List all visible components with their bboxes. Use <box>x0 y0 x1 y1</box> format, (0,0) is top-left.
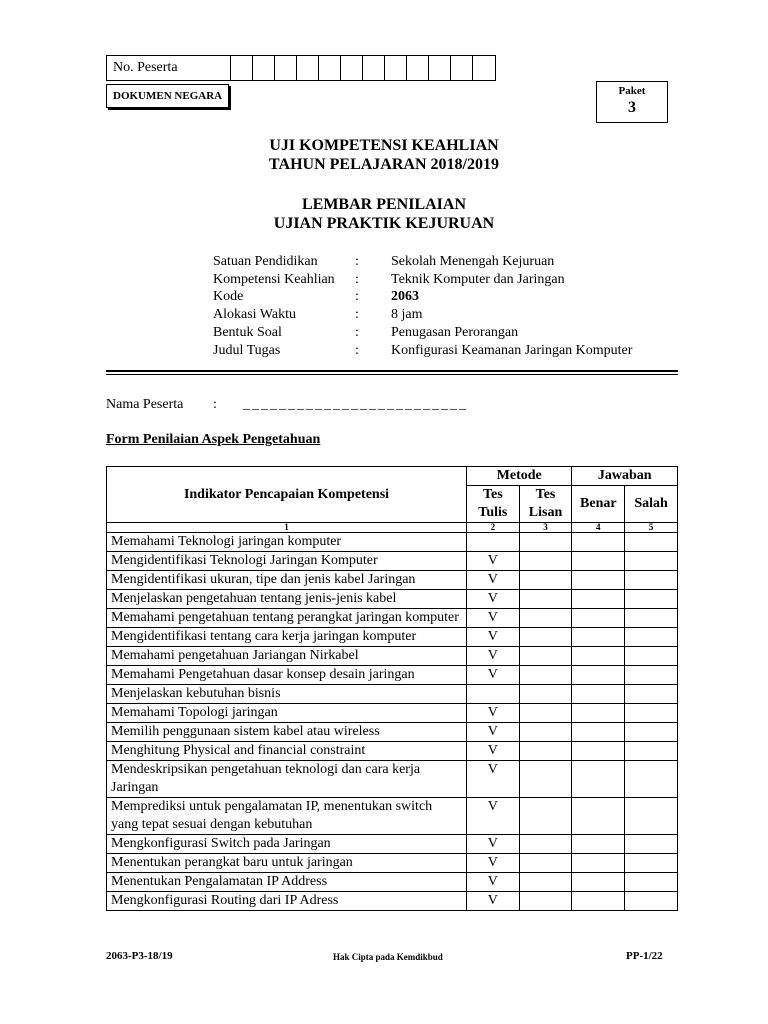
indikator-cell: Menentukan Pengalamatan IP Address <box>107 873 467 892</box>
indikator-cell: Memahami Pengetahuan dasar konsep desain jaringan <box>107 666 467 685</box>
info-value: 2063 <box>391 289 419 304</box>
salah-cell[interactable] <box>625 742 678 761</box>
no-peserta-cell[interactable] <box>429 56 451 80</box>
benar-cell[interactable] <box>572 552 625 571</box>
tes-tulis-cell[interactable]: V <box>467 742 520 761</box>
no-peserta-box <box>106 55 496 81</box>
table-row <box>107 552 678 571</box>
benar-header: Benar <box>572 486 625 523</box>
no-peserta-cell[interactable] <box>231 56 253 80</box>
benar-cell[interactable] <box>572 873 625 892</box>
no-peserta-label: No. Peserta <box>107 56 231 80</box>
tes-lisan-cell[interactable] <box>519 835 572 854</box>
dokumen-negara-label: DOKUMEN NEGARA <box>106 84 229 108</box>
table-row <box>107 609 678 628</box>
indikator-header: Indikator Pencapaian Kompetensi <box>107 467 467 523</box>
assessment-table-body <box>107 523 678 911</box>
no-peserta-cell[interactable] <box>407 56 429 80</box>
salah-cell[interactable] <box>625 666 678 685</box>
no-peserta-cell[interactable] <box>297 56 319 80</box>
tes-lisan-cell[interactable] <box>519 609 572 628</box>
tes-tulis-cell[interactable]: V <box>467 609 520 628</box>
benar-cell[interactable] <box>572 798 625 835</box>
tes-lisan-cell[interactable] <box>519 723 572 742</box>
table-row <box>107 666 678 685</box>
benar-cell[interactable] <box>572 628 625 647</box>
paket-box <box>596 81 668 123</box>
indikator-cell: Mengidentifikasi Teknologi Jaringan Komputer <box>107 552 467 571</box>
nama-peserta-colon: : <box>213 397 217 412</box>
table-row <box>107 742 678 761</box>
table-row <box>107 798 678 835</box>
benar-cell[interactable] <box>572 533 625 552</box>
salah-cell[interactable] <box>625 590 678 609</box>
divider <box>106 370 678 372</box>
indikator-cell: Menentukan perangkat baru untuk jaringan <box>107 854 467 873</box>
tes-lisan-cell[interactable] <box>519 873 572 892</box>
table-row <box>107 571 678 590</box>
table-row <box>107 685 678 704</box>
tes-tulis-cell[interactable]: V <box>467 892 520 911</box>
paket-number: 3 <box>628 99 636 116</box>
table-row <box>107 835 678 854</box>
indikator-cell: Memahami pengetahuan tentang perangkat jaringan komputer <box>107 609 467 628</box>
no-peserta-cell[interactable] <box>363 56 385 80</box>
salah-cell[interactable] <box>625 628 678 647</box>
tes-lisan-cell[interactable] <box>519 666 572 685</box>
metode-header: Metode <box>467 467 572 486</box>
indikator-cell: Menjelaskan pengetahuan tentang jenis-jenis kabel <box>107 590 467 609</box>
footer-page: PP-1/22 <box>626 950 663 962</box>
tes-lisan-cell[interactable] <box>519 533 572 552</box>
tes-lisan-cell[interactable] <box>519 854 572 873</box>
footer-code: 2063-P3-18/19 <box>106 950 173 962</box>
info-colon: : <box>355 307 359 322</box>
benar-cell[interactable] <box>572 892 625 911</box>
benar-cell[interactable] <box>572 590 625 609</box>
table-row <box>107 628 678 647</box>
tes-tulis-cell[interactable]: V <box>467 854 520 873</box>
benar-cell[interactable] <box>572 647 625 666</box>
tes-tulis-cell[interactable]: V <box>467 590 520 609</box>
indikator-cell: Memilih penggunaan sistem kabel atau wireless <box>107 723 467 742</box>
info-colon: : <box>355 325 359 340</box>
tes-lisan-cell[interactable] <box>519 892 572 911</box>
indikator-cell: Mengidentifikasi ukuran, tipe dan jenis kabel Jaringan <box>107 571 467 590</box>
column-number-row <box>107 523 678 533</box>
no-peserta-cell[interactable] <box>473 56 495 80</box>
column-number: 4 <box>572 523 625 533</box>
salah-cell[interactable] <box>625 647 678 666</box>
table-row <box>107 704 678 723</box>
table-row <box>107 723 678 742</box>
benar-cell[interactable] <box>572 854 625 873</box>
title-line-1: UJI KOMPETENSI KEAHLIAN <box>269 137 499 154</box>
info-colon: : <box>355 272 359 287</box>
benar-cell[interactable] <box>572 723 625 742</box>
title-line-3: LEMBAR PENILAIAN <box>301 196 466 213</box>
column-number: 2 <box>467 523 520 533</box>
benar-cell[interactable] <box>572 666 625 685</box>
salah-cell[interactable] <box>625 533 678 552</box>
salah-cell[interactable] <box>625 798 678 835</box>
info-value: Sekolah Menengah Kejuruan <box>391 254 555 269</box>
paket-label: Paket <box>618 85 646 97</box>
indikator-cell: Menjelaskan kebutuhan bisnis <box>107 685 467 704</box>
column-number: 3 <box>519 523 572 533</box>
indikator-cell: Memahami Teknologi jaringan komputer <box>107 533 467 552</box>
salah-cell[interactable] <box>625 704 678 723</box>
tes-tulis-cell[interactable]: V <box>467 761 520 798</box>
nama-peserta-label: Nama Peserta <box>106 397 184 412</box>
jawaban-header: Jawaban <box>572 467 678 486</box>
indikator-cell: Mengkonfigurasi Routing dari IP Adress <box>107 892 467 911</box>
benar-cell[interactable] <box>572 761 625 798</box>
tes-lisan-header: Tes Lisan <box>519 486 572 523</box>
no-peserta-cell[interactable] <box>253 56 275 80</box>
tes-tulis-header: Tes Tulis <box>467 486 520 523</box>
info-colon: : <box>355 343 359 358</box>
table-row <box>107 533 678 552</box>
no-peserta-cell[interactable] <box>319 56 341 80</box>
table-row <box>107 590 678 609</box>
table-row <box>107 647 678 666</box>
footer-copyright: Hak Cipta pada Kemdikbud <box>333 952 443 962</box>
salah-cell[interactable] <box>625 761 678 798</box>
info-key: Satuan Pendidikan <box>213 254 318 269</box>
indikator-cell: Mengidentifikasi tentang cara kerja jaringan komputer <box>107 628 467 647</box>
salah-cell[interactable] <box>625 685 678 704</box>
benar-cell[interactable] <box>572 835 625 854</box>
tes-lisan-cell[interactable] <box>519 704 572 723</box>
info-value: Teknik Komputer dan Jaringan <box>391 272 565 287</box>
info-key: Alokasi Waktu <box>213 307 296 322</box>
tes-tulis-cell[interactable]: V <box>467 704 520 723</box>
salah-cell[interactable] <box>625 835 678 854</box>
table-row <box>107 873 678 892</box>
tes-tulis-cell[interactable]: V <box>467 552 520 571</box>
tes-tulis-cell[interactable] <box>467 685 520 704</box>
benar-cell[interactable] <box>572 742 625 761</box>
tes-lisan-cell[interactable] <box>519 742 572 761</box>
divider <box>106 374 678 375</box>
info-value: Penugasan Perorangan <box>391 325 519 340</box>
no-peserta-cell[interactable] <box>275 56 297 80</box>
salah-cell[interactable] <box>625 552 678 571</box>
info-value: Konfigurasi Keamanan Jaringan Komputer <box>391 343 633 358</box>
tes-lisan-cell[interactable] <box>519 552 572 571</box>
salah-cell[interactable] <box>625 854 678 873</box>
salah-cell[interactable] <box>625 609 678 628</box>
no-peserta-cell[interactable] <box>451 56 473 80</box>
indikator-cell: Memahami pengetahuan Jariangan Nirkabel <box>107 647 467 666</box>
tes-tulis-cell[interactable]: V <box>467 873 520 892</box>
info-key: Judul Tugas <box>213 343 281 358</box>
tes-tulis-cell[interactable]: V <box>467 628 520 647</box>
tes-lisan-cell[interactable] <box>519 761 572 798</box>
tes-lisan-cell[interactable] <box>519 647 572 666</box>
salah-cell[interactable] <box>625 571 678 590</box>
tes-tulis-cell[interactable]: V <box>467 835 520 854</box>
no-peserta-cell[interactable] <box>385 56 407 80</box>
tes-tulis-cell[interactable]: V <box>467 647 520 666</box>
info-colon: : <box>355 254 359 269</box>
info-value: 8 jam <box>391 307 423 322</box>
salah-header: Salah <box>625 486 678 523</box>
info-key: Kode <box>213 289 244 304</box>
indikator-cell: Mengkonfigurasi Switch pada Jaringan <box>107 835 467 854</box>
title-line-2: TAHUN PELAJARAN 2018/2019 <box>269 156 499 173</box>
tes-lisan-cell[interactable] <box>519 685 572 704</box>
tes-tulis-cell[interactable]: V <box>467 798 520 835</box>
tes-tulis-cell[interactable]: V <box>467 571 520 590</box>
column-number: 5 <box>625 523 678 533</box>
form-title: Form Penilaian Aspek Pengetahuan <box>106 432 321 447</box>
indikator-cell: Menghitung Physical and financial constraint <box>107 742 467 761</box>
info-key: Bentuk Soal <box>213 325 282 340</box>
salah-cell[interactable] <box>625 723 678 742</box>
benar-cell[interactable] <box>572 609 625 628</box>
tes-lisan-cell[interactable] <box>519 571 572 590</box>
no-peserta-cell[interactable] <box>341 56 363 80</box>
tes-lisan-cell[interactable] <box>519 628 572 647</box>
indikator-cell: Memahami Topologi jaringan <box>107 704 467 723</box>
tes-tulis-cell[interactable]: V <box>467 723 520 742</box>
tes-tulis-cell[interactable] <box>467 533 520 552</box>
table-row <box>107 854 678 873</box>
tes-lisan-cell[interactable] <box>519 590 572 609</box>
nama-peserta-field[interactable]: _________________________ <box>243 397 468 412</box>
info-colon: : <box>355 289 359 304</box>
salah-cell[interactable] <box>625 873 678 892</box>
indikator-cell: Memprediksi untuk pengalamatan IP, menentukan switch yang tepat sesuai dengan kebutuhan <box>107 798 467 835</box>
benar-cell[interactable] <box>572 571 625 590</box>
table-row <box>107 761 678 798</box>
salah-cell[interactable] <box>625 892 678 911</box>
column-number: 1 <box>107 523 467 533</box>
benar-cell[interactable] <box>572 704 625 723</box>
tes-lisan-cell[interactable] <box>519 798 572 835</box>
nama-peserta-row <box>106 397 468 413</box>
info-key: Kompetensi Keahlian <box>213 272 335 287</box>
indikator-cell: Mendeskripsikan pengetahuan teknologi dan cara kerja Jaringan <box>107 761 467 798</box>
assessment-table <box>106 466 678 911</box>
table-row <box>107 892 678 911</box>
tes-tulis-cell[interactable]: V <box>467 666 520 685</box>
benar-cell[interactable] <box>572 685 625 704</box>
title-line-4: UJIAN PRAKTIK KEJURUAN <box>273 215 495 232</box>
